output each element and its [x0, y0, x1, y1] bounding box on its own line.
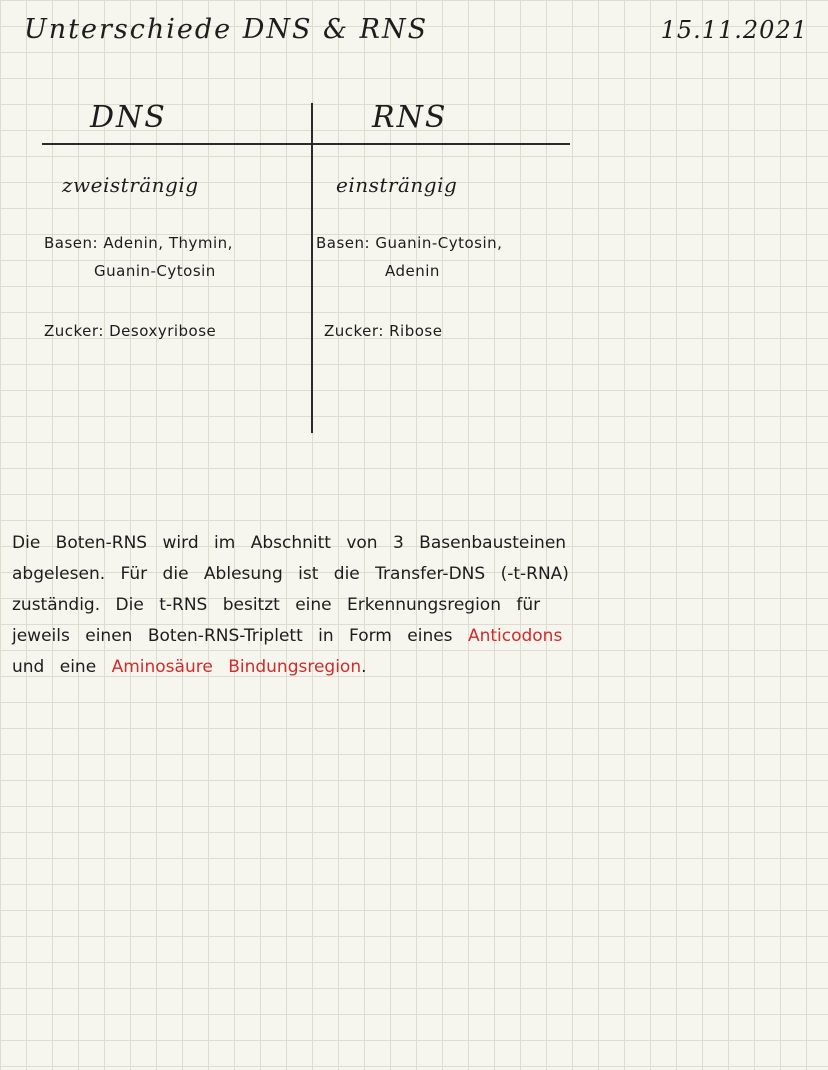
paragraph-line: abgelesen. Für die Ablesung ist die Transfer-DNS (-t-RNA)	[12, 564, 569, 584]
paragraph-line: zuständig. Die t-RNS besitzt eine Erkennungsregion für	[12, 595, 541, 615]
rns-bases-line2: Adenin	[385, 262, 440, 280]
table-header-divider	[42, 143, 570, 145]
paragraph-line: Die Boten-RNS wird im Abschnitt von 3 Basenbausteinen	[12, 533, 567, 553]
date: 15.11.2021	[660, 16, 808, 44]
rns-sugar: Zucker: Ribose	[324, 322, 443, 340]
dns-strands: zweisträngig	[62, 173, 199, 197]
dns-bases-line1: Basen: Adenin, Thymin,	[44, 234, 233, 252]
rns-bases-line1: Basen: Guanin-Cytosin,	[316, 234, 503, 252]
table-column-divider	[311, 103, 313, 433]
column-header-rns: RNS	[372, 100, 448, 135]
page-title: Unterschiede DNS & RNS	[24, 14, 429, 45]
rns-strands: einsträngig	[336, 173, 458, 197]
paragraph-line: jeweils einen Boten-RNS-Triplett in Form eines Anticodons	[12, 626, 563, 646]
paragraph-line: und eine Aminosäure Bindungsregion.	[12, 657, 367, 677]
highlight-anticodons: Anticodons	[467, 626, 563, 646]
column-header-dns: DNS	[90, 100, 167, 135]
highlight-amino-acid-binding-region: Aminosäure Bindungsregion	[111, 657, 362, 677]
explanation-paragraph	[12, 528, 812, 683]
dns-sugar: Zucker: Desoxyribose	[44, 322, 217, 340]
dns-bases-line2: Guanin-Cytosin	[94, 262, 216, 280]
